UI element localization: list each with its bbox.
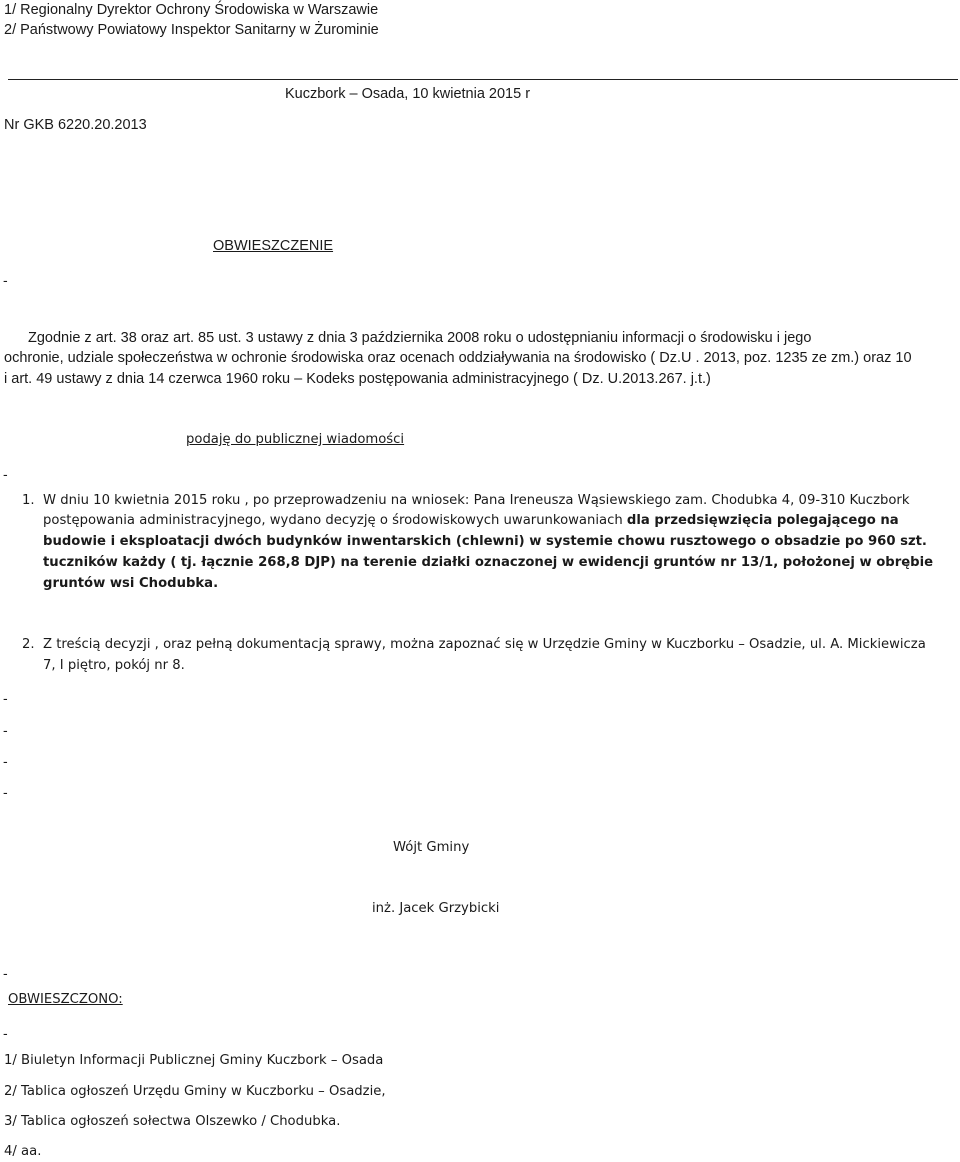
legal-basis-line-3: i art. 49 ustawy z dnia 14 czerwca 1960 roku – Kodeks postępowania administracyjnego ( Dz. U.2013.267. j.t.) [4,371,711,387]
point-2-line-2: 7, I piętro, pokój nr 8. [43,658,185,673]
header-divider [8,79,958,80]
case-number: Nr GKB 6220.20.2013 [4,117,147,133]
addressee-1: 1/ Regionalny Dyrektor Ochrony Środowiska w Warszawie [4,2,379,18]
signature-name: inż. Jacek Grzybicki [372,901,500,916]
distribution-item-3: 3/ Tablica ogłoszeń sołectwa Olszewko / Chodubka. [4,1114,341,1129]
signature-title: Wójt Gminy [393,840,470,855]
place-date: Kuczbork – Osada, 10 kwietnia 2015 r [285,86,531,102]
announcement: podaję do publicznej wiadomości [186,432,405,447]
point-2-number: 2. [22,637,35,652]
bullet-dash: - [3,784,8,800]
bullet-dash: - [3,965,8,981]
point-1-line-4: tuczników każdy ( tj. łącznie 268,8 DJP) na terenie działki oznaczonej w ewidencji gruntów nr 13/1, położonej w obrębie [43,555,934,570]
bullet-dash: - [3,722,8,738]
point-1-line-5: gruntów wsi Chodubka. [43,576,219,591]
bullet-dash: - [3,753,8,769]
published-label: OBWIESZCZONO: [8,992,123,1007]
distribution-item-2: 2/ Tablica ogłoszeń Urzędu Gminy w Kuczborku – Osadzie, [4,1084,386,1099]
legal-basis-line-2: ochronie, udziale społeczeństwa w ochronie środowiska oraz ocenach oddziaływania na środowisko ( Dz.U . 2013, poz. 1235 ze zm.) oraz 10 [4,350,912,366]
bullet-dash: - [3,690,8,706]
document-title: OBWIESZCZENIE [213,238,334,254]
point-1-line-2-text: postępowania administracyjnego, wydano decyzję o środowiskowych uwarunkowaniach [43,513,627,528]
bullet-dash: - [3,1025,8,1041]
point-1-line-2-bold: dla przedsięwzięcia polegającego na [626,513,899,528]
point-1-line-1: W dniu 10 kwietnia 2015 roku , po przeprowadzeniu na wniosek: Pana Ireneusza Wąsiewskiego zam. Chodubka 4, 09-310 Kuczbork [43,493,910,508]
point-2-line-1: Z treścią decyzji , oraz pełną dokumentacją sprawy, można zapoznać się w Urzędzie Gminy w Kuczborku – Osadzie, ul. A. Mickiewicza [43,637,926,652]
bullet-dash: - [3,466,8,482]
addressee-2: 2/ Państwowy Powiatowy Inspektor Sanitarny w Żurominie [4,22,379,38]
distribution-item-1: 1/ Biuletyn Informacji Publicznej Gminy Kuczbork – Osada [4,1053,384,1068]
point-1-line-3: budowie i eksploatacji dwóch budynków inwentarskich (chlewni) w systemie chowu rusztowego o obsadzie po 960 szt. [43,534,927,549]
point-1-line-2 [43,513,899,528]
bullet-dash: - [3,272,8,288]
legal-basis-line-1: Zgodnie z art. 38 oraz art. 85 ust. 3 ustawy z dnia 3 października 2008 roku o udostępnianiu informacji o środowisku i jego [28,330,812,346]
distribution-item-4: 4/ aa. [4,1144,42,1159]
point-1-number: 1. [22,493,35,508]
